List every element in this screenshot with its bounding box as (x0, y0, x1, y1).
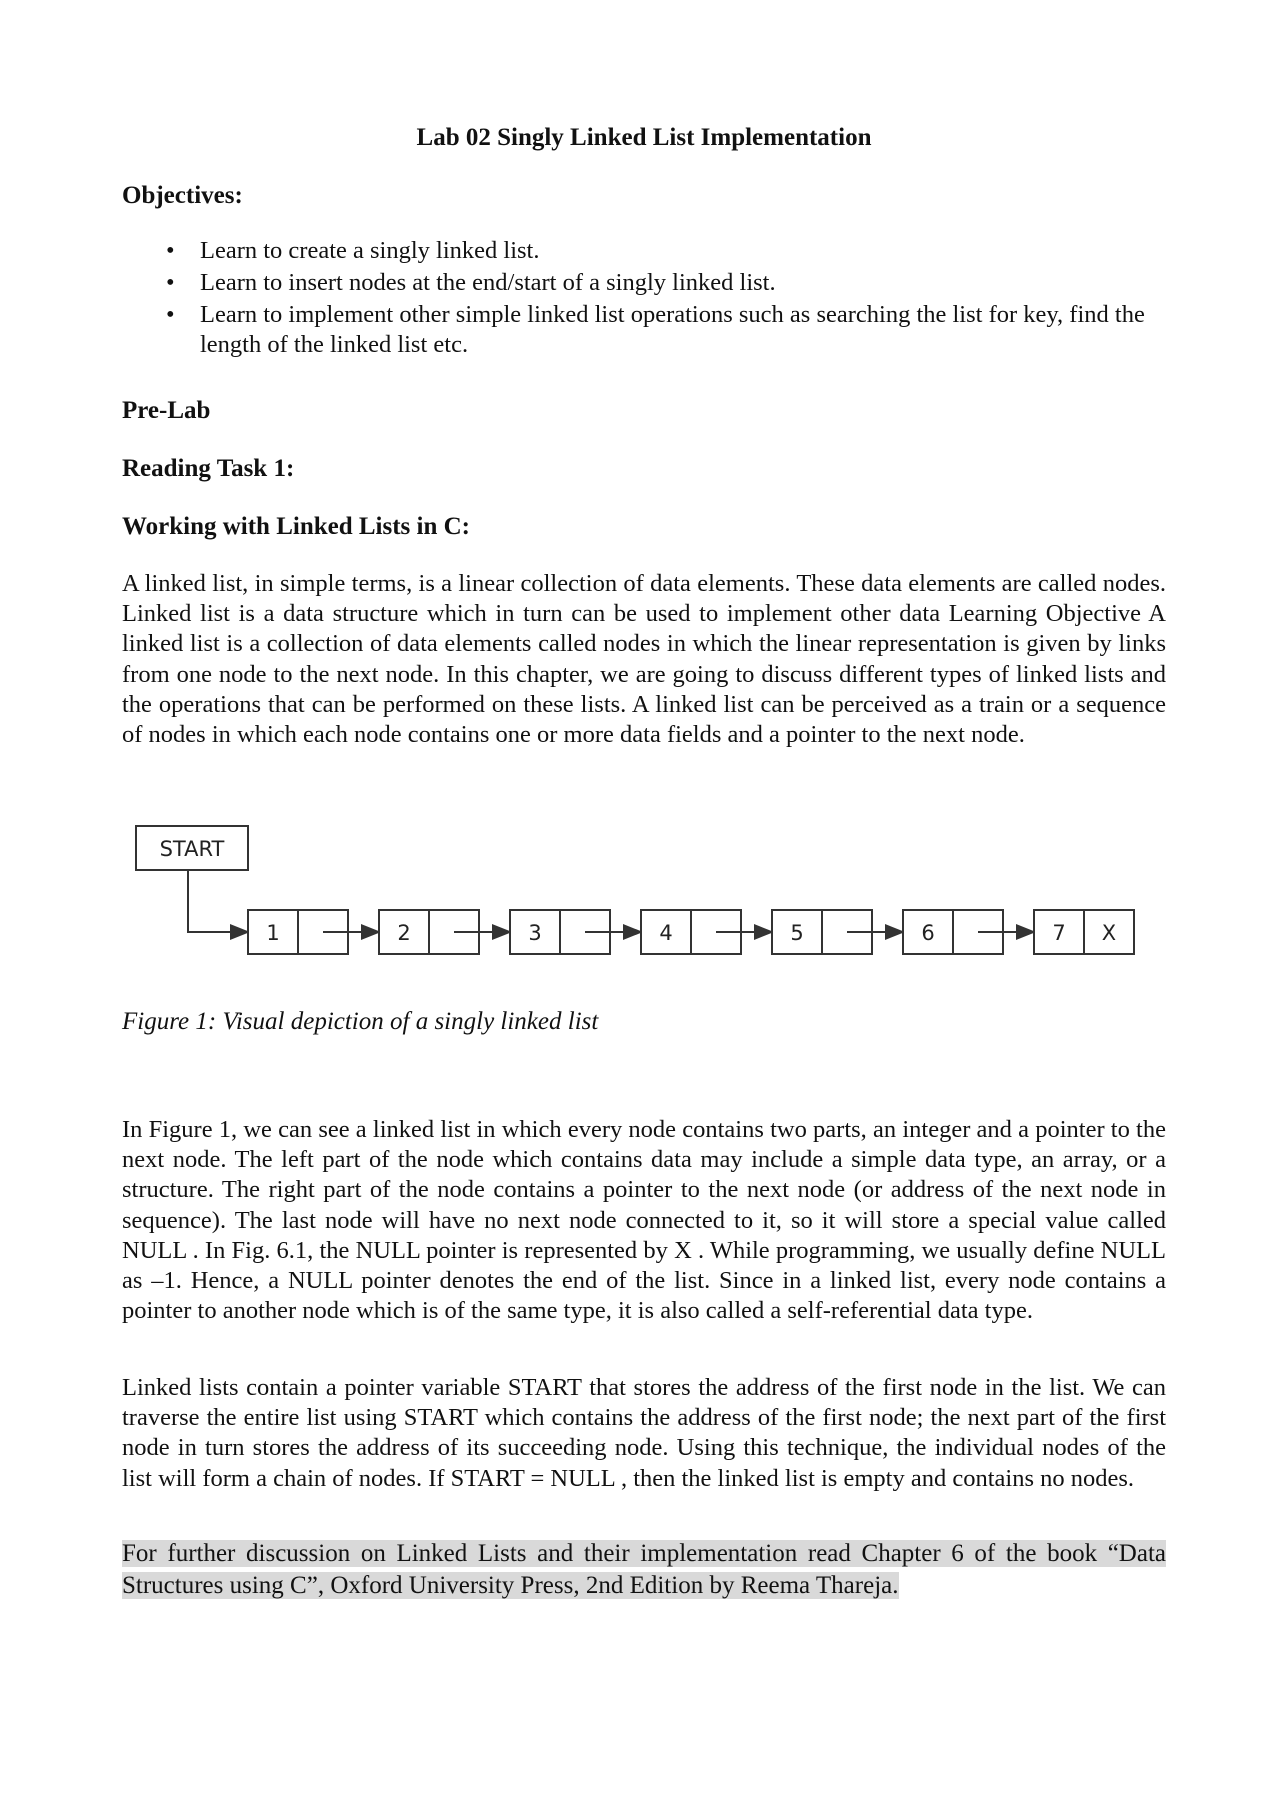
start-pointer-arrow (188, 870, 248, 932)
node-value: 5 (790, 921, 804, 945)
bullet-icon: • (166, 237, 175, 264)
start-label: START (159, 837, 225, 861)
list-item (122, 268, 1166, 298)
bullet-icon: • (166, 301, 175, 328)
prelab-heading: Pre-Lab (122, 397, 211, 424)
node-value: 1 (266, 921, 280, 945)
section-heading: Working with Linked Lists in C: (122, 513, 471, 540)
objectives-list (122, 236, 1166, 362)
list-item (122, 236, 1166, 266)
node-value: 6 (921, 921, 935, 945)
node-value: 3 (528, 921, 542, 945)
bullet-icon: • (166, 269, 175, 296)
intro-paragraph: A linked list, in simple terms, is a linear collection of data elements. These data elements are called nodes. Linked list is a data structure which in turn can be used to implement other data Learning Objective A linked list is a collection of data elements called nodes in which the linear representation is given by links from one node to the next node. In this chapter, we are going to discuss different types of linked lists and the operations that can be performed on these lists. A linked list can be perceived as a train or a sequence of nodes in which each node contains one or more data fields and a pointer to the next node. (122, 570, 1166, 749)
reading-task-heading: Reading Task 1: (122, 455, 295, 482)
list-item (122, 300, 1166, 360)
figure-explanation-paragraph: In Figure 1, we can see a linked list in which every node contains two parts, an integer and a pointer to the next node. The left part of the node which contains data may include a simple data type, an array, or a structure. The right part of the node contains a pointer to the next node (or address of the next node in sequence). The last node will have no next node connected to it, so it will store a special value called NULL . In Fig. 6.1, the NULL pointer is represented by X . While programming, we usually define NULL as –1. Hence, a NULL pointer denotes the end of the list. Since in a linked list, every node contains a pointer to another node which is of the same type, it is also called a self-referential data type. (122, 1116, 1166, 1325)
reference-note-text: For further discussion on Linked Lists and their implementation read Chapter 6 of the book “Data Structures using C”, Oxford University Press, 2nd Edition by Reema Thareja. (122, 1540, 1166, 1599)
list-item-text: Learn to create a singly linked list. (200, 237, 540, 264)
start-pointer-paragraph: Linked lists contain a pointer variable START that stores the address of the first node in the list. We can traverse the entire list using START which contains the address of the first node; the next part of the first node in turn stores the address of its succeeding node. Using this technique, the individual nodes of the list will form a chain of nodes. If START = NULL , then the linked list is empty and contains no nodes. (122, 1374, 1166, 1492)
node-value: 7 (1052, 921, 1066, 945)
list-item-text: Learn to implement other simple linked list operations such as searching the list for key, find the length of the linked list etc. (200, 301, 1145, 358)
figure-caption: Figure 1: Visual depiction of a singly linked list (122, 1008, 599, 1035)
null-marker: X (1101, 921, 1117, 945)
reference-note (122, 1538, 1166, 1602)
page-title: Lab 02 Singly Linked List Implementation (416, 124, 872, 151)
node-value: 4 (659, 921, 673, 945)
objectives-heading: Objectives: (122, 182, 243, 209)
node-value: 2 (397, 921, 411, 945)
linked-list-diagram (132, 822, 1142, 962)
list-item-text: Learn to insert nodes at the end/start of a singly linked list. (200, 269, 776, 296)
